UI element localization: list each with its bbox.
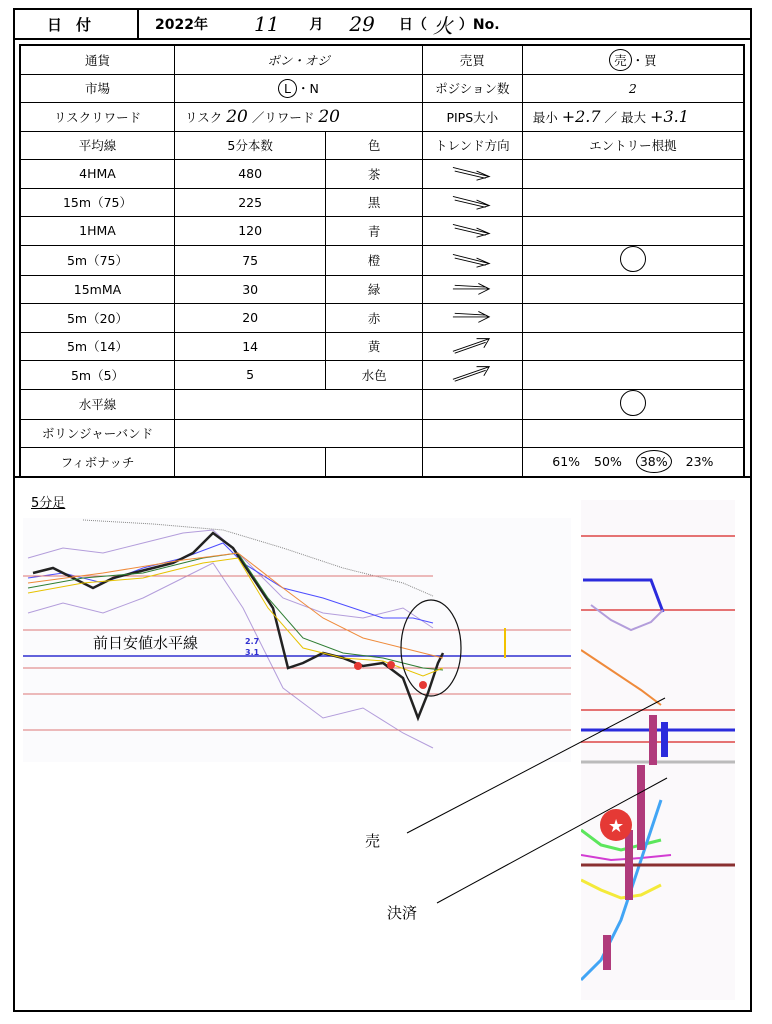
date-header [15,10,750,40]
currency-value: ポン・オジ [174,45,422,74]
rr-value [174,103,422,132]
ma-color: 黒 [326,188,423,217]
trend-arrow-icon [447,335,497,355]
row-fibonacci [20,448,744,477]
pip-bottom-label: 3.1 [245,648,260,657]
month-value: 11 [253,12,280,36]
day-value: 29 [349,12,375,36]
extra-entry [522,389,744,419]
currency-label: 通貨 [20,45,174,74]
side-dot: ・ [631,52,645,68]
position-value: 2 [522,74,744,103]
ma-row [20,217,744,246]
extra-name: ボリンジャーバンド [20,419,174,448]
ma-count: 20 [174,304,325,333]
timeframe-label: 5分足 [31,496,66,511]
pips-label: PIPS大小 [422,103,522,132]
side-label: 売買 [422,45,522,74]
ma-trend [422,332,522,361]
trend-arrow-icon [447,219,497,239]
min-value: +2.7 [561,107,601,127]
ma-trend [422,217,522,246]
ma-row [20,275,744,304]
ma-color: 青 [326,217,423,246]
ma-entry [522,361,744,390]
pips-value [522,103,744,132]
market-label: 市場 [20,74,174,103]
extra-name: 水平線 [20,389,174,419]
max-label: 最大 [621,110,647,126]
extra-entry [522,419,744,448]
ma-name: 5m（20） [20,304,174,333]
ma-entry [522,217,744,246]
row-ma-header [20,131,744,160]
ma-entry [522,275,744,304]
ma-name: 1HMA [20,217,174,246]
trend-arrow-icon [447,249,497,269]
year: 2022年 [155,17,208,33]
trend-arrow-icon [447,306,497,326]
ma-row [20,361,744,390]
ma-trend [422,245,522,275]
ma-name: 5m（14） [20,332,174,361]
ma-name: 15mMA [20,275,174,304]
trend-arrow-icon [447,363,497,383]
ma-color: 赤 [326,304,423,333]
ma-trend [422,275,522,304]
position-label: ポジション数 [422,74,522,103]
extra-row [20,419,744,448]
ma-color: 橙 [326,245,423,275]
fib-levels [522,448,744,477]
buy-choice: 買 [644,52,657,68]
ma-row [20,188,744,217]
no-label: ）No. [458,17,500,33]
ma-name: 5m（75） [20,245,174,275]
ma-row [20,304,744,333]
settle-pointer-line [437,778,667,903]
ma-color: 黄 [326,332,423,361]
pip-top-label: 2.7 [245,637,260,646]
fib-label: フィボナッチ [20,448,174,477]
pips-slash: ／ [604,110,618,126]
ma-entry [522,245,744,275]
ma-header-color: 色 [326,131,423,160]
ma-count: 120 [174,217,325,246]
ma-name: 15m（75） [20,188,174,217]
trend-arrow-icon [447,278,497,298]
min-label: 最小 [532,110,558,126]
ma-count: 5 [174,361,325,390]
ma-header-trend: トレンド方向 [422,131,522,160]
ma-entry [522,304,744,333]
date-label: 日付 [15,10,139,38]
fib-50: 50% [594,454,622,470]
ma-color: 茶 [326,160,423,189]
ma-name: 5m（5） [20,361,174,390]
row-currency [20,45,744,74]
row-market [20,74,744,103]
market-value [174,74,422,103]
trend-arrow-icon [447,162,497,182]
zoom-star-glyph: ★ [608,816,625,837]
risk-label: リスク [184,109,223,125]
reward-value: 20 [318,106,340,127]
market-l-choice: L [278,79,297,98]
ma-header-line: 平均線 [20,131,174,160]
ma-row [20,160,744,189]
reward-label: ／リワード [251,109,315,125]
sell-annotation: 売 [365,832,381,850]
ma-count: 30 [174,275,325,304]
ma-entry [522,160,744,189]
ma-trend [422,304,522,333]
weekday-value: 火 [432,13,453,38]
settle-annotation: 決済 [387,904,418,922]
extra-row [20,389,744,419]
date-value [139,10,750,38]
max-value: +3.1 [650,107,689,127]
ma-entry [522,332,744,361]
fib-61: 61% [552,454,581,470]
ma-header-entry: エントリー根拠 [522,131,744,160]
ma-count: 75 [174,245,325,275]
entry-circle-mark [620,390,646,416]
risk-value: 20 [226,106,248,127]
ma-color: 緑 [326,275,423,304]
ma-trend [422,361,522,390]
entry-circle-mark [620,246,646,272]
sell-pointer-line [407,698,665,833]
ma-name: 4HMA [20,160,174,189]
prev-low-annotation: 前日安値水平線 [93,635,199,652]
ma-trend [422,188,522,217]
trade-table [19,44,745,478]
ma-row [20,332,744,361]
row-riskreward [20,103,744,132]
market-dot: ・ [297,80,310,96]
month-label: 月 [309,17,324,33]
ma-color: 水色 [326,361,423,390]
ma-count: 480 [174,160,325,189]
sell-choice: 売 [609,49,632,71]
ma-header-count: 5分本数 [174,131,325,160]
annotation-lines [15,478,750,1014]
ma-count: 14 [174,332,325,361]
trend-arrow-icon [447,191,497,211]
ma-trend [422,160,522,189]
side-value [522,45,744,74]
day-label: 日（ [398,17,427,33]
ma-count: 225 [174,188,325,217]
ma-entry [522,188,744,217]
fib-23: 23% [685,454,714,470]
rr-label: リスクリワード [20,103,174,132]
market-n-choice: N [309,80,319,96]
fib-38: 38% [636,450,672,473]
chart-section [15,476,750,1014]
ma-row [20,245,744,275]
trade-record-sheet [13,8,752,1012]
